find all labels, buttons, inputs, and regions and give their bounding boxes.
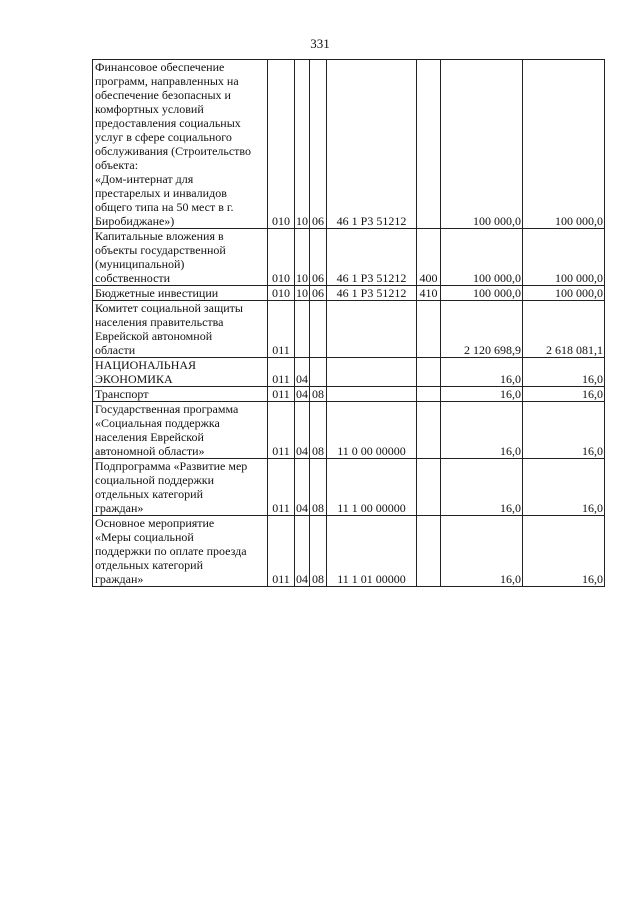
- row-name-line: автономной области»: [95, 444, 205, 458]
- sum-year-2-cell: 16,0: [523, 459, 605, 516]
- row-name-line: Биробиджане»): [95, 214, 175, 228]
- ministry-code-cell: 011: [268, 459, 295, 516]
- budget-table: [92, 59, 605, 587]
- ministry-code-cell: 011: [268, 301, 295, 358]
- table-row: [93, 286, 605, 301]
- row-name-line: Основное мероприятие: [95, 516, 215, 530]
- expense-type-cell: [417, 459, 441, 516]
- target-code-cell: 46 1 P3 51212: [327, 60, 417, 229]
- row-name-line: «Дом-интернат для: [95, 172, 194, 186]
- subsection-code-cell: [310, 358, 327, 387]
- row-name-line: объекта:: [95, 158, 139, 172]
- ministry-code-cell: 011: [268, 402, 295, 459]
- expense-type-cell: [417, 387, 441, 402]
- row-name-cell: [93, 516, 268, 587]
- row-name-line: Государственная программа: [95, 402, 239, 416]
- expense-type-cell: [417, 516, 441, 587]
- table-row: [93, 358, 605, 387]
- table-row: [93, 301, 605, 358]
- sum-year-1-cell: 16,0: [441, 459, 523, 516]
- expense-type-cell: 410: [417, 286, 441, 301]
- row-name-line: престарелых и инвалидов: [95, 186, 227, 200]
- row-name-line: Комитет социальной защиты: [95, 301, 243, 315]
- section-code-cell: 10: [296, 286, 308, 300]
- table-row: [93, 402, 605, 459]
- ministry-code-cell: 010: [268, 60, 295, 229]
- target-code-cell: [327, 358, 417, 387]
- expense-type-cell: [417, 301, 441, 358]
- sum-year-1-cell: 16,0: [441, 516, 523, 587]
- row-name-line: Капитальные вложения в: [95, 229, 224, 243]
- sum-year-2-cell: 2 618 081,1: [523, 301, 605, 358]
- sum-year-1-cell: 100 000,0: [441, 286, 523, 301]
- target-code-cell: [327, 387, 417, 402]
- row-name-line: ЭКОНОМИКА: [95, 372, 173, 386]
- target-code-cell: 11 1 00 00000: [327, 459, 417, 516]
- ministry-code-cell: 010: [268, 229, 295, 286]
- subsection-code-cell: 08: [310, 402, 327, 459]
- sum-year-2-cell: 100 000,0: [523, 229, 605, 286]
- row-name-line: обеспечение безопасных и: [95, 88, 231, 102]
- row-name-line: услуг в сфере социального: [95, 130, 232, 144]
- sum-year-1-cell: 100 000,0: [441, 229, 523, 286]
- sum-year-1-cell: 16,0: [441, 402, 523, 459]
- subsection-code-cell: 06: [310, 286, 327, 301]
- ministry-code-cell: 011: [268, 387, 295, 402]
- ministry-code-cell: 011: [268, 516, 295, 587]
- sum-year-1-cell: 100 000,0: [441, 60, 523, 229]
- section-code-cell: 04: [295, 459, 310, 516]
- row-name-line: Транспорт: [95, 387, 149, 401]
- row-name-line: комфортных условий: [95, 102, 204, 116]
- expense-type-cell: [417, 358, 441, 387]
- target-code-cell: 11 0 00 00000: [327, 402, 417, 459]
- sum-year-1-cell: 2 120 698,9: [441, 301, 523, 358]
- row-name-line: населения Еврейской: [95, 430, 204, 444]
- subsection-code-cell: [310, 301, 327, 358]
- row-name-line: поддержки по оплате проезда: [95, 544, 247, 558]
- row-name-line: (муниципальной): [95, 257, 185, 271]
- table-row: [93, 60, 605, 229]
- table-row: [93, 229, 605, 286]
- sum-year-1-cell: 16,0: [441, 387, 523, 402]
- row-name-line: общего типа на 50 мест в г.: [95, 200, 234, 214]
- row-name-line: Бюджетные инвестиции: [95, 286, 219, 300]
- section-code-cell: 04: [295, 402, 310, 459]
- row-name-cell: [93, 402, 268, 459]
- row-name-line: собственности: [95, 271, 171, 285]
- row-name-line: граждан»: [95, 501, 144, 515]
- row-name-line: «Меры социальной: [95, 530, 194, 544]
- subsection-code-cell: 08: [310, 459, 327, 516]
- row-name-cell: [93, 60, 268, 229]
- subsection-code-cell: 06: [310, 60, 327, 229]
- expense-type-cell: [417, 60, 441, 229]
- ministry-code-cell: 011: [268, 358, 295, 387]
- sum-year-2-cell: 100 000,0: [523, 286, 605, 301]
- target-code-cell: 11 1 01 00000: [327, 516, 417, 587]
- subsection-code-cell: 08: [310, 387, 327, 402]
- sum-year-2-cell: 16,0: [523, 358, 605, 387]
- section-code-cell: 04: [295, 358, 310, 387]
- table-row: [93, 387, 605, 402]
- row-name-line: Еврейской автономной: [95, 329, 213, 343]
- row-name-line: отдельных категорий: [95, 487, 204, 501]
- target-code-cell: 46 1 P3 51212: [327, 286, 417, 301]
- ministry-code-cell: 010: [268, 286, 295, 301]
- row-name-cell: [93, 459, 268, 516]
- row-name-line: предоставления социальных: [95, 116, 241, 130]
- row-name-line: граждан»: [95, 572, 144, 586]
- target-code-cell: [327, 301, 417, 358]
- row-name-line: объекты государственной: [95, 243, 226, 257]
- section-code-cell: 04: [295, 516, 310, 587]
- table-row: [93, 459, 605, 516]
- row-name-line: НАЦИОНАЛЬНАЯ: [95, 358, 197, 372]
- target-code-cell: 46 1 P3 51212: [327, 229, 417, 286]
- row-name-line: программ, направленных на: [95, 74, 239, 88]
- sum-year-2-cell: 100 000,0: [523, 60, 605, 229]
- row-name-line: Подпрограмма «Развитие мер: [95, 459, 248, 473]
- row-name-line: «Социальная поддержка: [95, 416, 220, 430]
- row-name-line: Финансовое обеспечение: [95, 60, 225, 74]
- row-name-cell: [93, 301, 268, 358]
- expense-type-cell: 400: [417, 229, 441, 286]
- row-name-line: социальной поддержки: [95, 473, 215, 487]
- section-code-cell: [295, 301, 310, 358]
- row-name-cell: [93, 387, 268, 402]
- subsection-code-cell: 08: [310, 516, 327, 587]
- row-name-cell: [93, 358, 268, 387]
- section-code-cell: 04: [296, 387, 308, 401]
- sum-year-2-cell: 16,0: [523, 516, 605, 587]
- table-row: [93, 516, 605, 587]
- sum-year-2-cell: 16,0: [523, 387, 605, 402]
- row-name-cell: [93, 286, 268, 301]
- row-name-line: населения правительства: [95, 315, 224, 329]
- section-code-cell: 10: [295, 229, 310, 286]
- subsection-code-cell: 06: [310, 229, 327, 286]
- page-number: 331: [310, 36, 330, 51]
- sum-year-1-cell: 16,0: [441, 358, 523, 387]
- row-name-line: обслуживания (Строительство: [95, 144, 252, 158]
- row-name-line: отдельных категорий: [95, 558, 204, 572]
- expense-type-cell: [417, 402, 441, 459]
- row-name-line: области: [95, 343, 136, 357]
- section-code-cell: 10: [295, 60, 310, 229]
- row-name-cell: [93, 229, 268, 286]
- sum-year-2-cell: 16,0: [523, 402, 605, 459]
